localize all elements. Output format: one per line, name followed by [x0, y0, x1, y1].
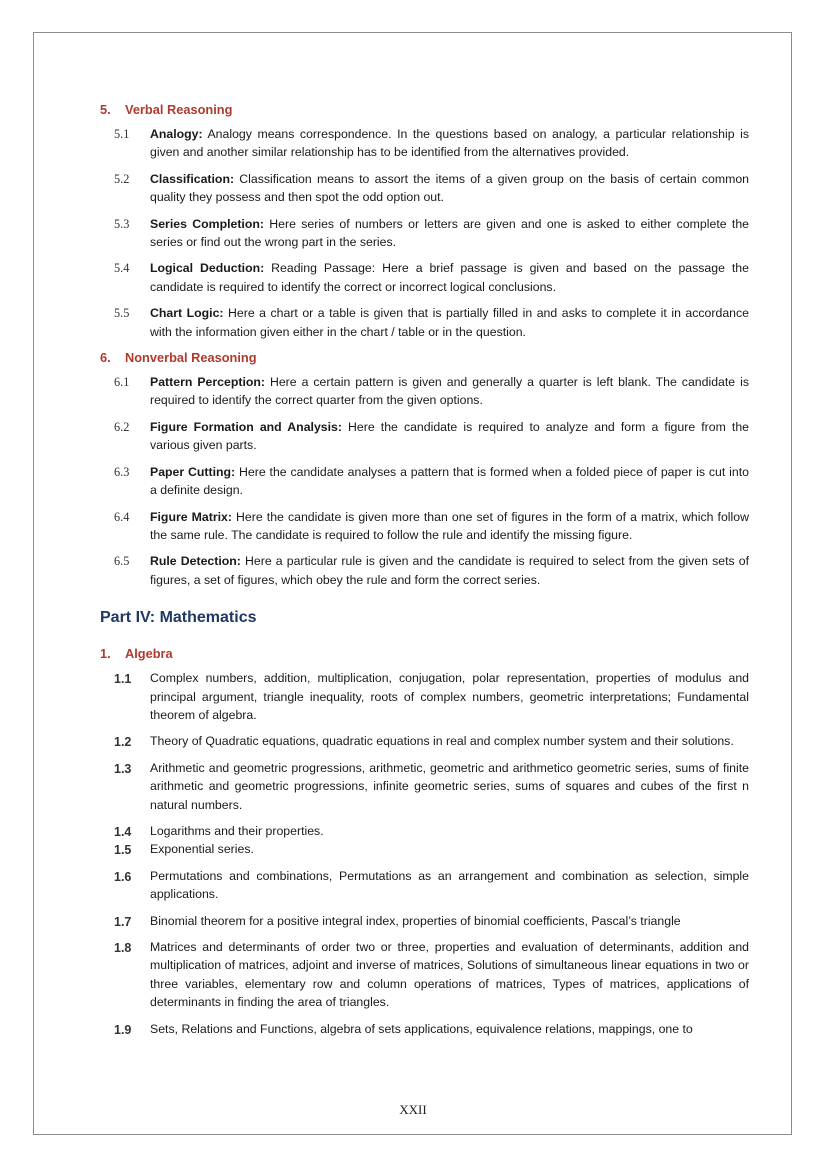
list-item-6-3 [100, 463, 749, 500]
section-heading-nonverbal-reasoning [100, 349, 749, 367]
item-number: 1.5 [114, 843, 132, 858]
item-text: Permutations and combinations, Permutations as an arrangement and combination as selection, simple applications. [150, 868, 749, 902]
document-body [100, 101, 749, 1038]
item-text: Logarithms and their properties. [150, 823, 324, 838]
item-text: Arithmetic and geometric progressions, arithmetic, geometric and arithmetico geometric series, sums of finite arithmetic and geometric progressions, infinite geometric series, sums of squares and cubes of the first n natural numbers. [150, 760, 749, 812]
list-item-5-1 [100, 125, 749, 162]
item-number: 5.4 [114, 261, 130, 276]
section-number: 6. [100, 350, 111, 366]
list-item-1-5 [100, 840, 749, 858]
item-number: 5.3 [114, 216, 130, 231]
item-term: Figure Matrix: [150, 509, 232, 524]
section-title: Verbal Reasoning [125, 102, 233, 117]
item-number: 1.2 [114, 735, 132, 750]
item-text: Here the candidate analyses a pattern that is formed when a folded piece of paper is cut into a definite design. [150, 464, 749, 498]
item-term: Pattern Perception: [150, 375, 265, 390]
list-item-1-3 [100, 759, 749, 814]
item-number: 6.3 [114, 464, 130, 479]
list-item-5-5 [100, 304, 749, 341]
list-item-5-3 [100, 215, 749, 252]
list-item-6-2 [100, 418, 749, 455]
item-text: Sets, Relations and Functions, algebra of sets applications, equivalence relations, mappings, one to [150, 1021, 693, 1036]
item-number: 5.1 [114, 127, 130, 141]
item-text: Here the candidate is required to analyze and form a figure from the various given parts. [150, 419, 749, 453]
item-text: Here a chart or a table is given that is partially filled in and asks to complete it in accordance with the information given either in the chart / table or in the question. [150, 306, 749, 339]
item-text: Analogy means correspondence. In the questions based on analogy, a particular relationship is given and another similar relationship has to be identified from the alternatives provided. [150, 127, 749, 160]
list-item-1-7 [100, 912, 749, 930]
item-text: Here series of numbers or letters are given and one is asked to either complete the series or find out the wrong part in the series. [150, 216, 749, 250]
list-item-6-1 [100, 373, 749, 410]
item-number: 1.4 [114, 824, 132, 839]
item-text: Here the candidate is given more than one set of figures in the form of a matrix, which follow the same rule. The candidate is required to follow the rule and identify the missing figure. [150, 509, 749, 542]
list-item-1-8 [100, 938, 749, 1012]
list-item-1-2 [100, 732, 749, 750]
item-number: 6.4 [114, 509, 130, 524]
section-title: Algebra [125, 646, 173, 662]
section-heading-algebra [100, 645, 749, 663]
item-number: 1.9 [114, 1022, 132, 1037]
list-item-6-5 [100, 552, 749, 589]
item-number: 5.2 [114, 171, 130, 186]
item-term: Logical Deduction: [150, 261, 265, 276]
item-text: Classification means to assort the items of a given group on the basis of certain common quality they possess and then spot the odd option out. [150, 171, 749, 205]
part-title: Part IV: Mathematics [100, 609, 257, 627]
item-number: 1.3 [114, 761, 132, 776]
item-number: 1.8 [114, 941, 132, 955]
list-item-5-2 [100, 170, 749, 207]
section-number: 1. [100, 646, 111, 662]
item-term: Classification: [150, 171, 235, 186]
list-item-1-9 [100, 1020, 749, 1038]
section-heading-verbal-reasoning [100, 101, 749, 119]
list-item-5-4 [100, 259, 749, 296]
item-term: Chart Logic: [150, 306, 224, 321]
section-title: Nonverbal Reasoning [125, 350, 257, 366]
item-number: 5.5 [114, 306, 130, 321]
item-text: Reading Passage: Here a brief passage is given and based on the passage the candidate is required to identify the correct or incorrect logical conclusions. [150, 261, 749, 294]
item-text: Here a certain pattern is given and generally a quarter is left blank. The candidate is required to identify the correct quarter from the given options. [150, 375, 749, 408]
item-text: Binomial theorem for a positive integral index, properties of binomial coefficients, Pascal’s triangle [150, 913, 681, 928]
item-term: Analogy: [150, 127, 203, 141]
item-number: 6.2 [114, 419, 130, 434]
item-number: 1.6 [114, 869, 132, 884]
item-text: Here a particular rule is given and the candidate is required to select from the given sets of figures, a set of figures, which obey the rule and form the correct series. [150, 554, 749, 587]
item-term: Series Completion: [150, 216, 264, 231]
item-term: Rule Detection: [150, 554, 241, 569]
page-number: XXII [399, 1102, 427, 1117]
item-number: 1.1 [114, 672, 132, 687]
list-item-1-4 [100, 822, 749, 840]
item-number: 1.7 [114, 914, 132, 929]
list-item-6-4 [100, 508, 749, 545]
item-term: Figure Formation and Analysis: [150, 419, 342, 434]
section-number: 5. [100, 102, 111, 117]
list-item-1-1 [100, 669, 749, 724]
item-text: Exponential series. [150, 842, 254, 857]
list-item-1-6 [100, 867, 749, 904]
item-term: Paper Cutting: [150, 464, 236, 479]
item-text: Complex numbers, addition, multiplication, conjugation, polar representation, properties of modulus and principal argument, triangle inequality, roots of complex numbers, geometric interpretations; Fundamental theorem of algebra. [150, 671, 749, 722]
item-number: 6.5 [114, 554, 130, 569]
item-number: 6.1 [114, 375, 130, 390]
item-text: Matrices and determinants of order two or three, properties and evaluation of determinants, addition and multiplication of matrices, adjoint and inverse of matrices, Solutions of simultaneous linear equations in two or three variables, elementary row and column operations of matrices, Types of matrices, applications of determinants in finding the area of triangles. [150, 940, 749, 1010]
item-text: Theory of Quadratic equations, quadratic equations in real and complex number system and their solutions. [150, 734, 734, 749]
